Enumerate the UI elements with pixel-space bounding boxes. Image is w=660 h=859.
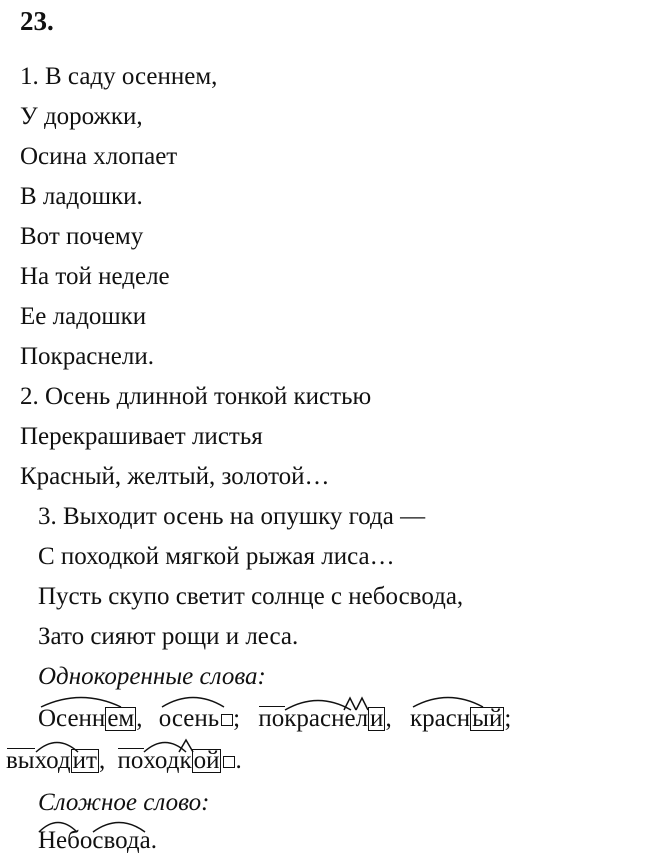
cognates-heading: Однокоренные слова: — [38, 663, 266, 690]
cognates-line-2: вы ходит, по ход кой . — [6, 746, 242, 776]
poem-line: 3. Выходит осень на опушку года — — [38, 503, 426, 530]
connecting-vowel: о — [79, 827, 93, 854]
root-arc-icon — [38, 819, 78, 833]
zero-ending-box — [221, 714, 233, 726]
exercise-number: 23. — [20, 6, 54, 36]
poem-line: Ее ладошки — [20, 303, 147, 330]
poem-line: Пусть скупо светит солнце с небосвода, — [38, 583, 464, 610]
poem-line: С походкой мягкой рыжая лиса… — [38, 543, 395, 570]
poem-line: Вот почему — [20, 223, 144, 250]
root-arc-icon — [40, 694, 122, 708]
prefix-mark — [7, 748, 35, 749]
zero-ending-box — [223, 756, 235, 768]
word-pokhodkoy: по ход кой — [117, 746, 235, 776]
word-osen: осень — [159, 704, 233, 734]
poem-line: На той неделе — [20, 263, 170, 290]
poem-line: В ладошки. — [20, 183, 143, 210]
prefix-mark — [259, 706, 285, 707]
ending-box: ый — [472, 705, 503, 732]
ending-box: ит — [72, 747, 97, 774]
word-nebosvoda: Небо свода — [38, 826, 151, 856]
poem-line: Осина хлопает — [20, 143, 178, 170]
cognates-line-1: Осеннем, осень ; по красн е ли, красный; — [38, 704, 511, 734]
root-arc-icon — [92, 819, 146, 833]
compound-line: Небо свода. — [38, 826, 157, 856]
suffix-icon — [178, 739, 194, 753]
poem-line: У дорожки, — [20, 103, 143, 130]
root-arc-icon — [35, 739, 79, 753]
poem-line: Покраснели. — [20, 343, 154, 370]
prefix-mark — [118, 748, 144, 749]
word-vykhodit: вы ходит — [6, 746, 99, 776]
ending-box: и — [370, 705, 384, 732]
root: Осенн — [38, 705, 105, 732]
poem-line: 2. Осень длинной тонкой кистью — [20, 383, 372, 410]
poem-line: Перекрашивает листья — [20, 423, 263, 450]
suffix-icon — [355, 697, 369, 711]
poem-line: Зато сияют рощи и леса. — [38, 623, 299, 650]
ending-box: ем — [107, 705, 135, 732]
ending-box: ой — [193, 747, 220, 774]
word-osennem — [38, 704, 136, 734]
root-arc-icon — [161, 694, 225, 708]
poem-line: Красный, желтый, золотой… — [20, 463, 330, 490]
word-krasny: красный — [410, 704, 504, 734]
root-arc-icon — [284, 697, 352, 711]
word-pokrasneli: по красн е ли — [258, 704, 385, 734]
poem-line: 1. В саду осеннем, — [20, 63, 218, 90]
compound-heading: Сложное слово: — [38, 789, 210, 816]
root-arc-icon — [412, 694, 484, 708]
